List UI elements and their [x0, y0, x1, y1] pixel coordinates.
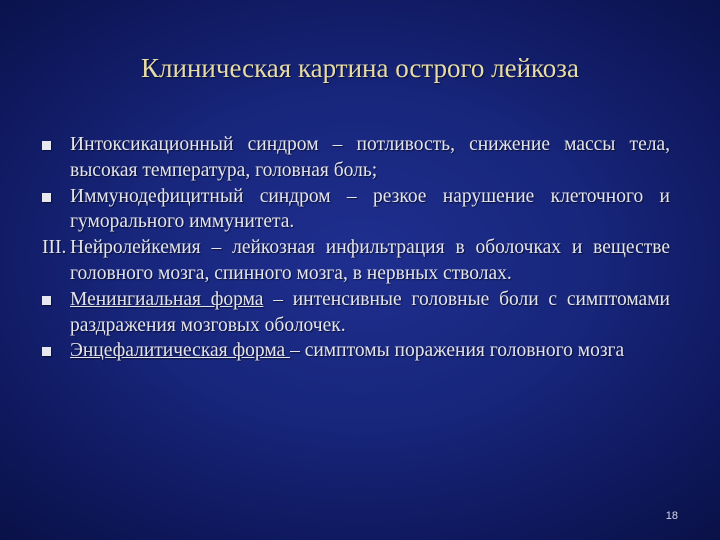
list-item-text: Иммунодефицитный синдром – резкое нарушение клеточного и гуморального иммунитета. — [70, 185, 670, 233]
list-item-heading: Энцефалитическая форма — [70, 340, 291, 362]
list-item-encephalitic-form — [40, 338, 670, 364]
square-bullet-icon — [42, 193, 51, 202]
list-item-text: – интенсивные головные боли с симптомами раздражения мозговых оболочек. — [70, 288, 670, 336]
list-item-text: – симптомы поражения головного мозга — [290, 340, 625, 362]
square-bullet-icon — [42, 141, 51, 150]
list-item-intoxication — [40, 132, 670, 184]
list-item-meningeal-form — [40, 287, 670, 339]
list-item-heading: Нейролейкемия — [70, 237, 201, 259]
list-item-immunodeficiency — [40, 184, 670, 236]
page-number: 18 — [665, 510, 678, 522]
square-bullet-icon — [42, 347, 51, 356]
roman-numeral-marker: III. — [42, 237, 67, 259]
list-item-text: Интоксикационный синдром – потливость, снижение массы тела, высокая температура, головная боль; — [70, 134, 670, 181]
list-item-neuroleukemia — [40, 235, 670, 287]
list-item-text: – лейкозная инфильтрация в оболочках и веществе головного мозга, спинного мозга, в нервных стволах. — [70, 237, 670, 284]
slide-title: Клиническая картина острого лейкоза — [141, 53, 579, 83]
slide-content — [40, 132, 670, 364]
square-bullet-icon — [42, 296, 51, 305]
list-item-heading: Менингиальная форма — [70, 288, 264, 310]
